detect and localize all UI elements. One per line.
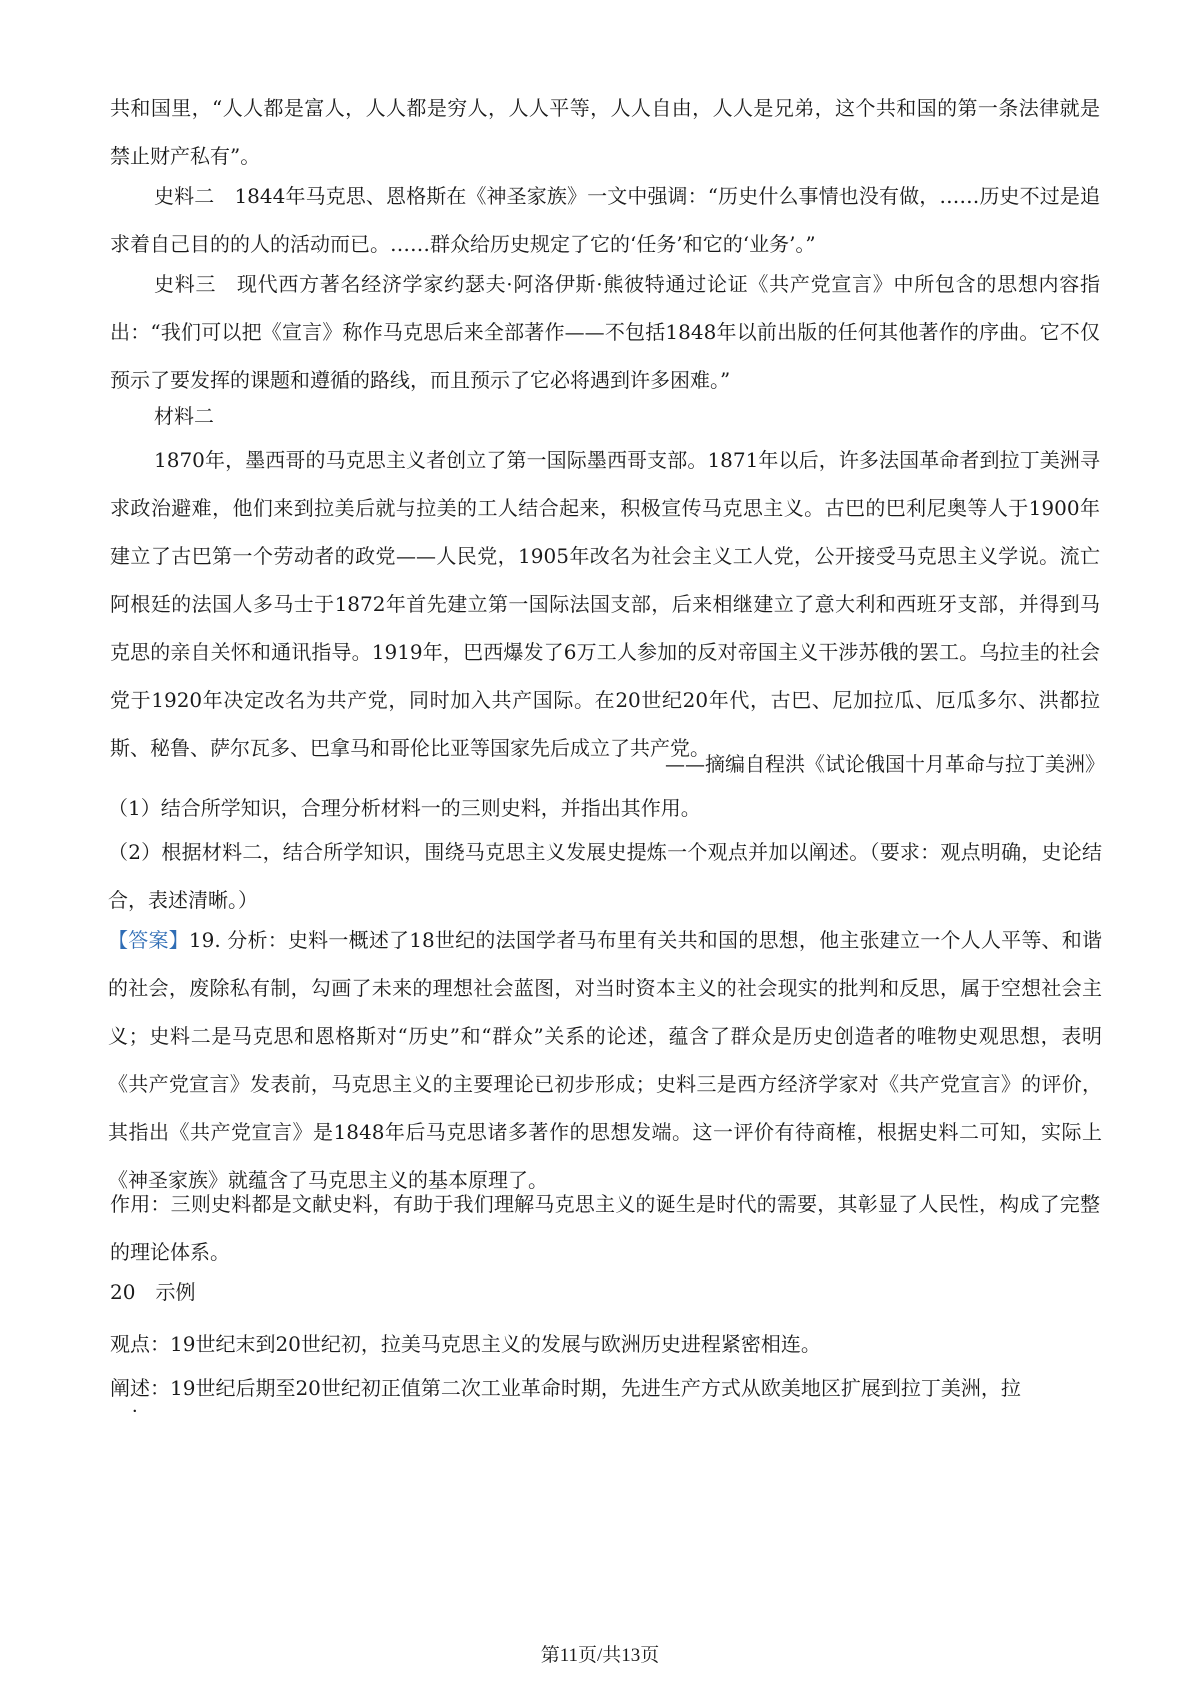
source-citation: ——摘编自程洪《试论俄国十月革命与拉丁美洲》 bbox=[665, 752, 1105, 776]
effect-paragraph: 作用：三则史料都是文献史料，有助于我们理解马克思主义的诞生是时代的需要，其彰显了人民性，构成了完整的理论体系。 bbox=[110, 1192, 1100, 1264]
question-two: （2）根据材料二，结合所学知识，围绕马克思主义发展史提炼一个观点并加以阐述。（要求：观点明确，史论结合，表述清晰。） bbox=[108, 840, 1102, 912]
paragraph-material-two: 1870年，墨西哥的马克思主义者创立了第一国际墨西哥支部。1871年以后，许多法国革命者到拉丁美洲寻求政治避难，他们来到拉美后就与拉美的工人结合起来，积极宣传马克思主义。古巴的巴利尼奥等人于1900年建立了古巴第一个劳动者的政党——人民党，1905年改名为社会主义工人党，公开接受马克思主义学说。流亡阿根廷的法国人多马士于1872年首先建立第一国际法国支部，后来相继建立了意大利和西班牙支部，并得到马克思的亲自关怀和通讯指导。1919年，巴西爆发了6万工人参加的反对帝国主义干涉苏俄的罢工。乌拉圭的社会党于1920年决定改名为共产党，同时加入共产国际。在20世纪20年代，古巴、尼加拉瓜、厄瓜多尔、洪都拉斯、秘鲁、萨尔瓦多、巴拿马和哥伦比亚等国家先后成立了共产党。 bbox=[110, 448, 1100, 760]
viewpoint-line: 观点：19世纪末到20世纪初，拉美马克思主义的发展与欧洲历史进程紧密相连。 bbox=[110, 1332, 821, 1356]
question-twenty-dot: ． bbox=[132, 1396, 150, 1417]
paragraph-republic: 共和国里，“人人都是富人，人人都是穷人，人人平等，人人自由，人人是兄弟，这个共和国的第一条法律就是禁止财产私有”。 bbox=[110, 96, 1100, 168]
answer-text: 19. 分析：史料一概述了18世纪的法国学者马布里有关共和国的思想，他主张建立一个人人平等、和谐的社会，废除私有制，勾画了未来的理想社会蓝图，对当时资本主义的社会现实的批判和反思，属于空想社会主义；史料二是马克思和恩格斯对“历史”和“群众”关系的论述，蕴含了群众是历史创造者的唯物史观思想，表明《共产党宣言》发表前，马克思主义的主要理论已初步形成；史料三是西方经济学家对《共产党宣言》的评价，其指出《共产党宣言》是1848年后马克思诸多著作的思想发端。这一评价有待商榷，根据史料二可知，实际上《神圣家族》就蕴含了马克思主义的基本原理了。 bbox=[108, 928, 1102, 1192]
question-twenty-label: 20 示例 bbox=[110, 1280, 196, 1304]
question-one: （1）结合所学知识，合理分析材料一的三则史料，并指出其作用。 bbox=[108, 796, 701, 820]
elaboration-line: 阐述：19世纪后期至20世纪初正值第二次工业革命时期，先进生产方式从欧美地区扩展到拉丁美洲，拉 bbox=[110, 1376, 1021, 1400]
material-two-heading: 材料二 bbox=[154, 404, 214, 428]
page-number-footer: 第11页/共13页 bbox=[540, 1645, 660, 1666]
answer-paragraph bbox=[108, 916, 1102, 1204]
paragraph-source-three: 史料三 现代西方著名经济学家约瑟夫·阿洛伊斯·熊彼特通过论证《共产党宣言》中所包含的思想内容指出：“我们可以把《宣言》称作马克思后来全部著作——不包括1848年以前出版的任何其他著作的序曲。它不仅预示了要发挥的课题和遵循的路线，而且预示了它必将遇到许多困难。” bbox=[110, 272, 1100, 392]
answer-tag: 【答案】 bbox=[108, 928, 189, 952]
paragraph-source-two: 史料二 1844年马克思、恩格斯在《神圣家族》一文中强调：“历史什么事情也没有做，……历史不过是追求着自己目的的人的活动而已。……群众给历史规定了它的‘任务’和它的‘业务’。” bbox=[110, 184, 1100, 256]
